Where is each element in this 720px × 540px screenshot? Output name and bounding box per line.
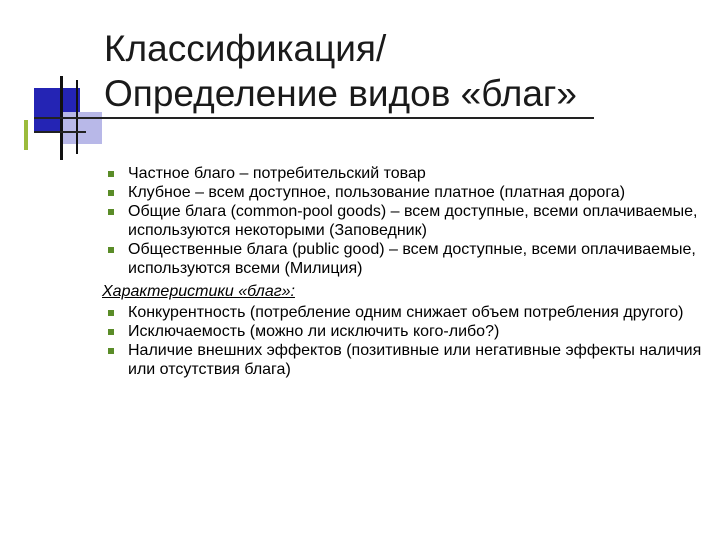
list-item-text: Наличие внешних эффектов (позитивные или негативные эффекты наличия или отсутствия блага) [128,342,702,378]
list-item [104,164,704,183]
slide-title [104,26,704,116]
list-item-text: Общественные блага (public good) – всем доступные, всеми оплачиваемые, используются всеми (Милиция) [128,241,696,277]
square-bullet-icon [108,310,114,316]
square-bullet-icon [108,247,114,253]
list-item [104,202,704,240]
decor-horizontal-line-2 [34,131,86,133]
title-line-2: Определение видов «благ» [104,73,577,114]
characteristics-heading: Характеристики «благ»: [102,283,295,300]
list-item [104,341,704,379]
title-line-1: Классификация/ [104,28,387,69]
list-item [104,240,704,278]
decor-horizontal-line [34,117,594,119]
list-item [104,322,704,341]
square-bullet-icon [108,329,114,335]
decor-green-bar [24,120,28,150]
list-item-text: Исключаемость (можно ли исключить кого-либо?) [128,323,500,340]
list-item-text: Частное благо – потребительский товар [128,165,426,182]
list-item-text: Клубное – всем доступное, пользование платное (платная дорога) [128,184,626,201]
list-item-text: Общие блага (common-pool goods) – всем доступные, всеми оплачиваемые, используются некоторыми (Заповедник) [128,203,698,239]
slide-content [104,164,704,379]
square-bullet-icon [108,348,114,354]
list-item [104,303,704,322]
characteristics-list [104,303,704,379]
list-item-text: Конкурентность (потребление одним снижает объем потребления другого) [128,304,684,321]
square-bullet-icon [108,209,114,215]
list-item [104,183,704,202]
square-bullet-icon [108,190,114,196]
square-bullet-icon [108,171,114,177]
types-list [104,164,704,278]
